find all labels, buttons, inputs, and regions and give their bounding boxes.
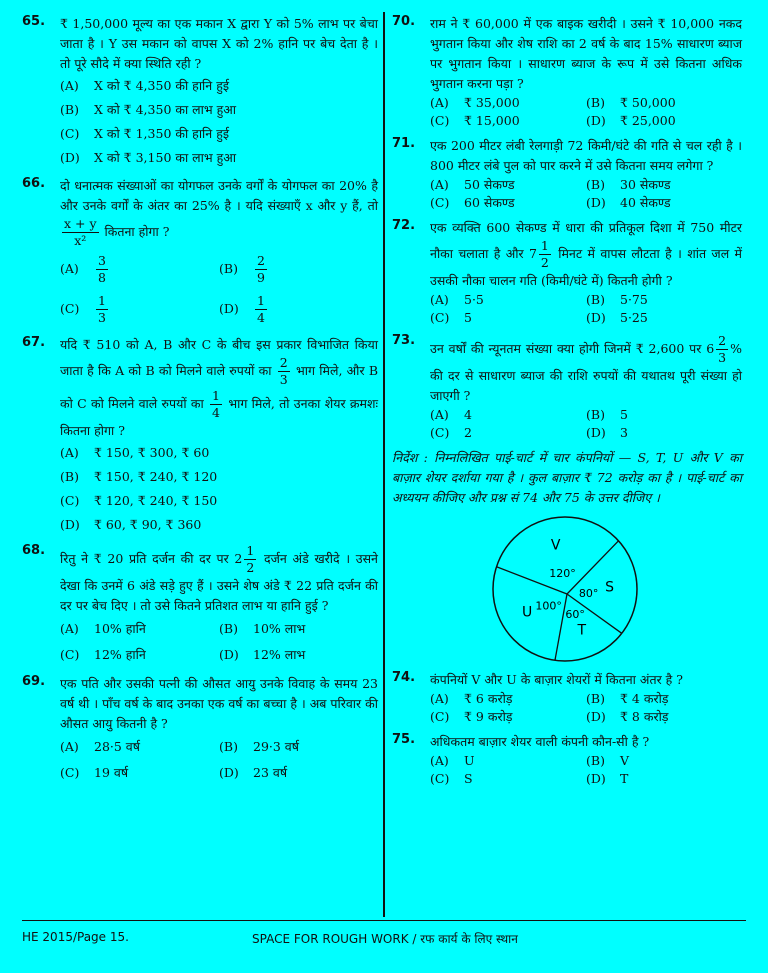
option-c[interactable]: (C) 12% हानि	[60, 647, 146, 662]
option-d[interactable]: (D) 3	[586, 425, 628, 440]
question-text: कंपनियों V और U के बाज़ार शेयरों में कितना अंतर है ?	[430, 672, 683, 687]
option-d[interactable]: (D) 23 वर्ष	[219, 765, 288, 780]
question-72	[392, 218, 742, 327]
footer-rule	[22, 920, 746, 921]
option-b[interactable]: (B) ₹ 50,000	[586, 95, 676, 110]
options	[60, 74, 378, 170]
question-number: 68.	[22, 543, 46, 558]
options	[430, 406, 742, 442]
question-text: एक 200 मीटर लंबी रेलगाड़ी 72 किमी/घंटे की गति से चल रही है । 800 मीटर लंबे पुल को पार करने में उसे कितना समय लगेगा ?	[430, 138, 742, 173]
fraction: $\frac{x + y}{\text{x²}}$	[64, 216, 97, 248]
pie-angle-label: 120°	[549, 566, 576, 580]
pie-chart-svg	[490, 514, 640, 664]
question-75	[392, 732, 742, 788]
option-b[interactable]: (B) 5·75	[586, 292, 648, 307]
options	[430, 690, 742, 726]
option-c[interactable]: (C) 2	[430, 425, 472, 440]
option-b[interactable]: (B) 29·3 वर्ष	[219, 739, 299, 754]
rough-work-label: SPACE FOR ROUGH WORK / रफ कार्य के लिए स्थान	[252, 932, 518, 946]
question-text: राम ने ₹ 60,000 में एक बाइक खरीदी । उसने ₹ 10,000 नकद भुगतान किया और शेष राशि का 2 वर्ष के बाद 15% साधारण ब्याज पर भुगतान किया । साधारण ब्याज के रूप में उसे कितना अधिक भुगतान करना पड़ा ?	[430, 16, 742, 91]
pie-outline	[493, 517, 637, 661]
left-column	[22, 14, 378, 792]
pie-angle-label: 100°	[535, 599, 562, 613]
pie-angle-label: 60°	[565, 608, 585, 622]
question-number: 74.	[392, 670, 416, 685]
option-b[interactable]: (B) ₹ 4 करोड़	[586, 691, 669, 706]
option-d[interactable]: (D) ₹ 60, ₹ 90, ₹ 360	[60, 517, 202, 532]
question-number: 70.	[392, 14, 416, 29]
option-c[interactable]: (C) ₹ 9 करोड़	[430, 709, 513, 724]
question-text: एक व्यक्ति 600 सेकण्ड में धारा की प्रतिकूल दिशा में 750 मीटर नौका चलाता है और 7 $\frac{1}{2}$ मिनट में वापस लौटता है । शांत जल में उसकी नौका चालन गति (किमी/घंटे में) कितनी होगी ?	[430, 220, 742, 288]
question-68	[22, 543, 378, 668]
question-65	[22, 14, 378, 170]
pie-slice-label: V	[550, 537, 561, 554]
question-text: अधिकतम बाज़ार शेयर वाली कंपनी कौन-सी है ?	[430, 734, 650, 749]
question-69	[22, 674, 378, 786]
question-text: यदि ₹ 510 को A, B और C के बीच इस प्रकार विभाजित किया जाता है कि A को B को मिलने वाले रुपयों का $\frac{2}{3}$ भाग मिले, और B को C को मिलने वाले रुपयों का $\frac{1}{4}$ भाग मिले, तो उनका शेयर क्रमशः कितना होगा ?	[60, 337, 379, 438]
question-number: 69.	[22, 674, 46, 689]
pie-angle-label: 80°	[578, 587, 599, 601]
question-number: 67.	[22, 335, 46, 350]
question-66	[22, 176, 378, 329]
option-d[interactable]: (D) ₹ 8 करोड़	[586, 709, 669, 724]
option-b[interactable]: (B) ₹ 150, ₹ 240, ₹ 120	[60, 469, 218, 484]
option-d[interactable]: (D) T	[586, 771, 629, 786]
fraction: $\frac{1}{2}$	[540, 238, 549, 270]
question-number: 66.	[22, 176, 46, 191]
option-c[interactable]: (C) 5	[430, 310, 472, 325]
options	[430, 291, 742, 327]
fraction: $\frac{1}{2}$	[246, 543, 255, 575]
option-b[interactable]: (B) X को ₹ 4,350 का लाभ हुआ	[60, 102, 237, 117]
pie-slice-label: U	[522, 604, 533, 621]
option-c[interactable]: (C) 60 सेकण्ड	[430, 195, 515, 210]
option-c[interactable]: (C) S	[430, 771, 473, 786]
question-text: एक पति और उसकी पत्नी की औसत आयु उनके विवाह के समय 23 वर्ष थी । पाँच वर्ष के बाद उनका एक वर्ष का बच्चा है । अब परिवार की औसत आयु कितनी है ?	[60, 676, 378, 731]
options	[60, 734, 378, 786]
question-71	[392, 136, 742, 212]
question-text: ₹ 1,50,000 मूल्य का एक मकान X द्वारा Y को 5% लाभ पर बेचा जाता है । Y उस मकान को वापस X को 2% हानि पर बेच देता है । तो पूरे सौदे में क्या स्थिति रही ?	[60, 16, 378, 71]
question-text: उन वर्षों की न्यूनतम संख्या क्या होगी जिनमें ₹ 2,600 पर 6 $\frac{2}{3}$ % की दर से साधारण ब्याज की राशि रुपयों की यथातथ पूरी संख्या हो जाएगी ?	[430, 333, 742, 403]
pie-slice-label: S	[605, 579, 615, 596]
option-a[interactable]: (A) 28·5 वर्ष	[60, 739, 140, 754]
option-d[interactable]: (D) 12% लाभ	[219, 647, 306, 662]
options	[60, 441, 378, 537]
question-73	[392, 333, 742, 442]
question-number: 75.	[392, 732, 416, 747]
option-b[interactable]: (B) V	[586, 753, 630, 768]
option-a[interactable]: (A) $\frac{3}{8}$	[60, 252, 106, 285]
directions-text: निर्देश : निम्नलिखित पाई-चार्ट में चार कंपनियों — S, T, U और V का बाज़ार शेयर दर्शाया गया है । कुल बाज़ार ₹ 72 करोड़ का है । पाई-चार्ट का अध्ययन कीजिए और प्रश्न सं 74 और 75 के उत्तर दीजिए ।	[392, 450, 742, 505]
option-d[interactable]: (D) 5·25	[586, 310, 648, 325]
question-67	[22, 335, 378, 537]
option-a[interactable]: (A) ₹ 6 करोड़	[430, 691, 513, 706]
option-a[interactable]: (A) U	[430, 753, 475, 768]
option-b[interactable]: (B) 5	[586, 407, 628, 422]
option-a[interactable]: (A) 50 सेकण्ड	[430, 177, 515, 192]
pie-chart	[490, 514, 742, 668]
option-d[interactable]: (D) $\frac{1}{4}$	[219, 292, 265, 325]
fraction: $\frac{2}{3}$	[718, 333, 727, 365]
option-a[interactable]: (A) 4	[430, 407, 472, 422]
options	[430, 176, 742, 212]
option-c[interactable]: (C) ₹ 15,000	[430, 113, 520, 128]
options	[60, 249, 378, 329]
pie-slice-label: T	[577, 622, 587, 639]
options	[60, 616, 378, 668]
fraction: $\frac{1}{4}$	[212, 388, 220, 420]
option-a[interactable]: (A) ₹ 35,000	[430, 95, 520, 110]
question-text: दो धनात्मक संख्याओं का योगफल उनके वर्गों के योगफल का 20% है और उनके वर्गों के अंतर का 25% है । यदि संख्याएँ x और y हैं, तो $\frac{x + y}{\text{x²}}$ कितना होगा ?	[60, 178, 378, 248]
question-text: रितु ने ₹ 20 प्रति दर्जन की दर पर 2 $\frac{1}{2}$ दर्जन अंडे खरीदे । उसने देखा कि उनमें 6 अंडे सड़े हुए हैं । उसने शेष अंडे ₹ 22 प्रति दर्जन की दर पर बेच दिए । तो उसे कितने प्रतिशत लाभ या हानि हुई ?	[60, 543, 378, 613]
question-number: 72.	[392, 218, 416, 233]
options	[430, 94, 742, 130]
column-divider	[383, 12, 385, 917]
options	[430, 752, 742, 788]
option-d[interactable]: (D) ₹ 25,000	[586, 113, 676, 128]
question-74	[392, 670, 742, 726]
fraction: $\frac{2}{3}$	[279, 355, 288, 387]
option-a[interactable]: (A) X को ₹ 4,350 की हानि हुई	[60, 78, 229, 93]
option-b[interactable]: (B) 10% लाभ	[219, 621, 306, 636]
option-a[interactable]: (A) 10% हानि	[60, 621, 146, 636]
option-d[interactable]: (D) 40 सेकण्ड	[586, 195, 671, 210]
page-number: HE 2015/Page 15.	[22, 930, 129, 944]
question-70	[392, 14, 742, 130]
option-b[interactable]: (B) 30 सेकण्ड	[586, 177, 671, 192]
question-number: 71.	[392, 136, 416, 151]
question-number: 73.	[392, 333, 416, 348]
option-c[interactable]: (C) X को ₹ 1,350 की हानि हुई	[60, 126, 229, 141]
option-d[interactable]: (D) X को ₹ 3,150 का लाभ हुआ	[60, 150, 237, 165]
option-b[interactable]: (B) $\frac{2}{9}$	[219, 252, 265, 285]
option-a[interactable]: (A) ₹ 150, ₹ 300, ₹ 60	[60, 445, 210, 460]
option-c[interactable]: (C) ₹ 120, ₹ 240, ₹ 150	[60, 493, 218, 508]
question-number: 65.	[22, 14, 46, 29]
right-column	[392, 14, 742, 794]
option-c[interactable]: (C) $\frac{1}{3}$	[60, 292, 106, 325]
option-c[interactable]: (C) 19 वर्ष	[60, 765, 129, 780]
option-a[interactable]: (A) 5·5	[430, 292, 484, 307]
